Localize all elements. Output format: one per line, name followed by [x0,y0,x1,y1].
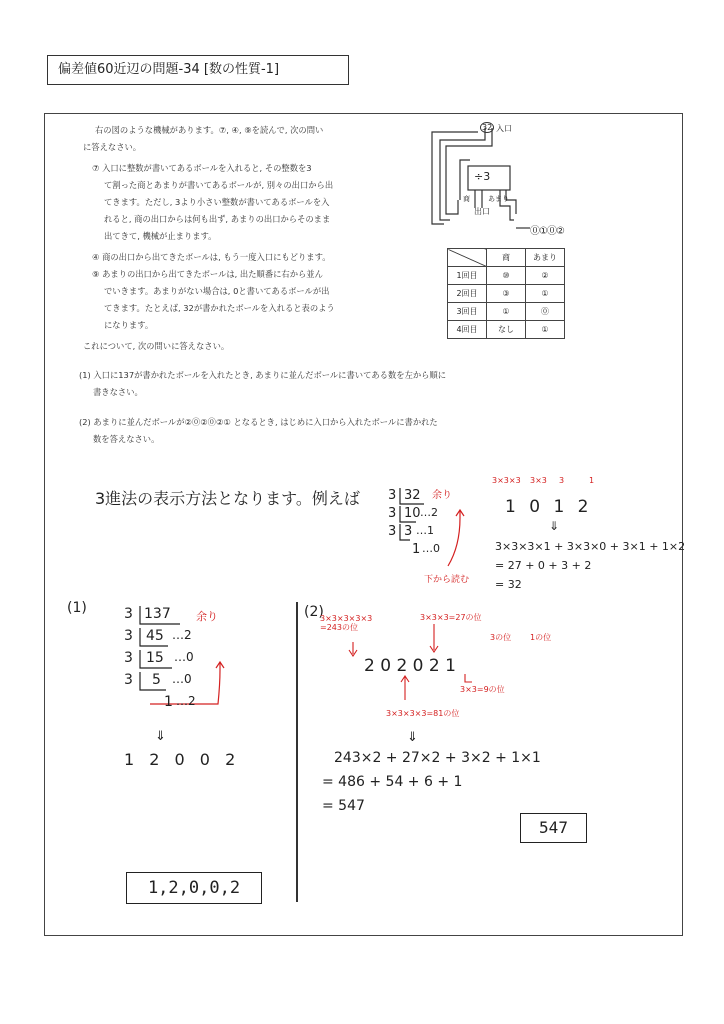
output-balls: ⓪①⓪② [530,226,564,237]
problem-line: 出てきて, 機械が止まります。 [104,231,217,241]
remainder: …0 [422,542,440,555]
result-table [447,248,565,339]
example-digits: 1 0 1 2 [505,497,593,517]
problem-line: でいきます。あまりがない場合は, 0と書いてあるボールが出 [104,286,330,296]
place-note: 1の位 [530,633,552,642]
table-row [448,303,565,321]
part1-division [122,604,232,722]
quotient: 15 [146,650,164,666]
table-header-row [448,249,565,267]
table-cell: 1回目 [448,267,487,285]
table-header-cell: 商 [487,249,526,267]
place-note: 3×3×3×3×3 =243の位 [320,614,373,632]
problem-line: て割った商とあまりが書いてあるボールが, 別々の出口から出 [104,180,334,190]
problem-line: ⑨ あまりの出口から出てきたボールは, 出た順番に右から並ん [92,269,323,279]
part2-expression: = 486 + 54 + 6 + 1 [322,774,463,790]
place-label: 1 [589,476,595,485]
dividend: 32 [404,488,421,503]
table-cell: 3回目 [448,303,487,321]
part2-digit-diagram [320,612,620,732]
part2-expression: 243×2 + 27×2 + 3×2 + 1×1 [334,750,541,766]
remainder: …0 [174,650,194,664]
outlet-label: 出口 [474,207,490,216]
problem-line: に答えなさい。 [83,142,142,152]
question-2: (2) あまりに並んだボールが②⓪②⓪②① となるとき, はじめに入口から入れたボールに書かれた [79,417,438,427]
table-header-cell [448,249,487,267]
question-1: (1) 入口に137が書かれたボールを入れたとき, あまりに並んだボールに書いてある数を左から順に [79,370,447,380]
quotient: 3 [404,524,413,539]
remainder: …2 [420,506,438,519]
remainder-note: 余り [432,490,452,501]
remainder: …0 [172,672,192,686]
dividend: 137 [144,606,171,622]
table-cell: ⑩ [487,267,526,285]
divisor: 3 [124,628,133,644]
divider-label: ÷3 [474,170,491,183]
table-cell: 2回目 [448,285,487,303]
remainder: …1 [416,524,434,537]
part1-label: (1) [67,600,87,616]
divisor: 3 [124,672,133,688]
explanation-intro: 3進法の表示方法となります。例えば [95,489,360,508]
table-cell: ② [526,267,565,285]
read-order-note: 下から読む [424,575,470,585]
quotient: 1 [412,542,421,557]
divisor: 3 [124,650,133,666]
table-row [448,321,565,339]
remainder: …2 [176,694,196,708]
example-expression: = 32 [495,578,522,591]
machine-diagram [430,120,570,240]
remainder-label: あまり [488,195,509,203]
place-note: 3×3×3×3=81の位 [386,709,460,718]
quotient: 45 [146,628,164,644]
place-label: 3 [559,476,565,485]
part2-expression: = 547 [322,798,365,814]
place-note: 3×3=9の位 [460,685,505,694]
inlet-label: 入口 [496,124,512,133]
remainder: …2 [172,628,192,642]
divisor: 3 [388,524,397,539]
part2-digits: 2 0 2 0 2 1 [364,656,456,676]
table-header-cell: あまり [526,249,565,267]
part2-answer-box: 547 [520,813,587,843]
quotient: 5 [152,672,161,688]
problem-line: ④ 商の出口から出てきたボールは, もう一度入口にもどります。 [92,252,331,262]
question-2: 数を答えなさい。 [93,434,160,444]
quotient: 10 [404,506,421,521]
table-cell: ⓪ [526,303,565,321]
example-expression: = 27 + 0 + 3 + 2 [495,559,592,572]
quotient: 1 [164,694,173,710]
down-arrow-icon: ⇓ [407,730,418,745]
part1-result: 1 2 0 0 2 [124,750,241,769]
input-ball: 32 [482,123,493,132]
table-row [448,267,565,285]
table-cell: 4回目 [448,321,487,339]
place-note: 3の位 [490,633,512,642]
section-divider [296,602,298,902]
divisor: 3 [124,606,133,622]
table-cell: ① [487,303,526,321]
table-cell: ① [526,285,565,303]
problem-line: になります。 [104,320,154,330]
page-title: 偏差値60近辺の問題-34 [数の性質-1] [47,55,349,85]
place-label: 3×3×3 [492,476,521,485]
part1-answer-box: 1,2,0,0,2 [126,872,262,904]
example-division [388,486,478,570]
example-expression: 3×3×3×1 + 3×3×0 + 3×1 + 1×2 [495,540,686,553]
quotient-label: 商 [463,195,470,203]
problem-line: これについて, 次の問いに答えなさい。 [83,341,230,351]
place-label: 3×3 [530,476,547,485]
divisor: 3 [388,488,397,503]
question-1: 書きなさい。 [93,387,143,397]
table-cell: ③ [487,285,526,303]
problem-line: れると, 商の出口からは何も出ず, あまりの出口からそのまま [104,214,331,224]
table-cell: なし [487,321,526,339]
place-note: 3×3×3=27の位 [420,613,482,622]
down-arrow-icon: ⇓ [155,729,166,744]
table-row [448,285,565,303]
problem-line: てきます。たとえば, 32が書かれたボールを入れると表のよう [104,303,335,313]
problem-line: ⑦ 入口に整数が書いてあるボールを入れると, その整数を3 [92,163,312,173]
remainder-note: 余り [196,610,218,623]
part2-label: (2) [304,604,324,620]
table-cell: ① [526,321,565,339]
problem-line: 右の図のような機械があります。⑦, ④, ⑨を読んで, 次の問い [95,125,324,135]
down-arrow-icon: ⇓ [549,519,560,533]
problem-line: てきます。ただし, 3より小さい整数が書いてあるボールを入 [104,197,330,207]
divisor: 3 [388,506,397,521]
